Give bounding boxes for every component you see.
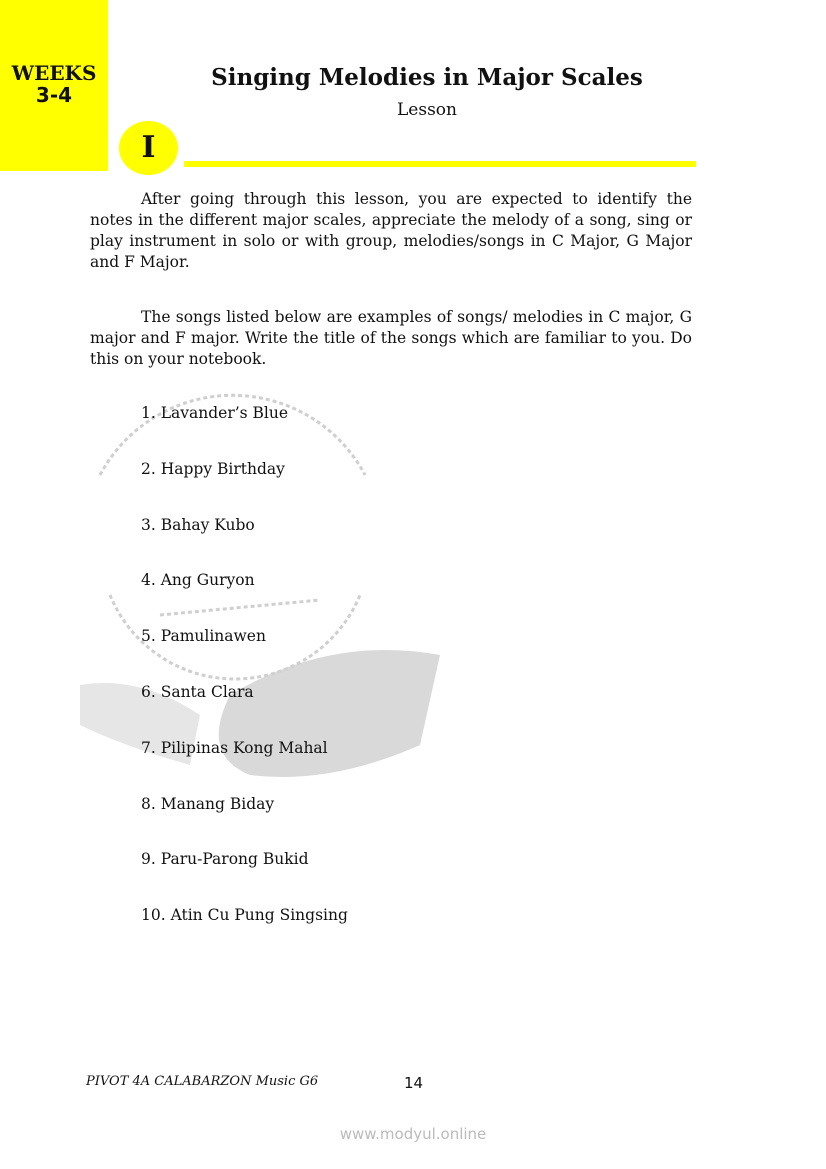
song-item: 3. Bahay Kubo [141,515,255,534]
weeks-banner [0,0,108,171]
weeks-range: 3-4 [35,83,73,107]
song-item: 2. Happy Birthday [141,459,285,478]
page-title: Singing Melodies in Major Scales [211,64,643,91]
intro-paragraph: After going through this lesson, you are expected to identify the notes in the different major scales, appreciate the melody of a song, sing or play instrument in solo or with group, melodies/songs in C Major, G Major and F Major. [90,190,692,271]
page-number: 14 [404,1074,424,1092]
song-item: 4. Ang Guryon [141,571,255,590]
song-list [141,403,348,961]
section-rule [184,161,696,167]
song-item: 1. Lavander’s Blue [141,404,289,422]
song-item: 8. Manang Biday [141,794,275,813]
footer-source: PIVOT 4A CALABARZON Music G6 [86,1074,319,1089]
song-item: 6. Santa Clara [141,682,254,701]
song-item: 9. Paru-Parong Bukid [141,850,309,869]
song-item: 5. Pamulinawen [141,627,266,646]
song-item: 10. Atin Cu Pung Singsing [141,906,348,925]
section-letter-badge: I [119,121,178,175]
page-subtitle: Lesson [397,100,457,120]
instruction-paragraph: The songs listed below are examples of songs/ melodies in C major, G major and F major. Write the title of the songs which are familiar to you. Do this on your notebook. [90,308,692,368]
weeks-label: WEEKS [11,61,97,85]
song-item: 7. Pilipinas Kong Mahal [141,738,328,757]
website-watermark: www.modyul.online [339,1125,487,1143]
